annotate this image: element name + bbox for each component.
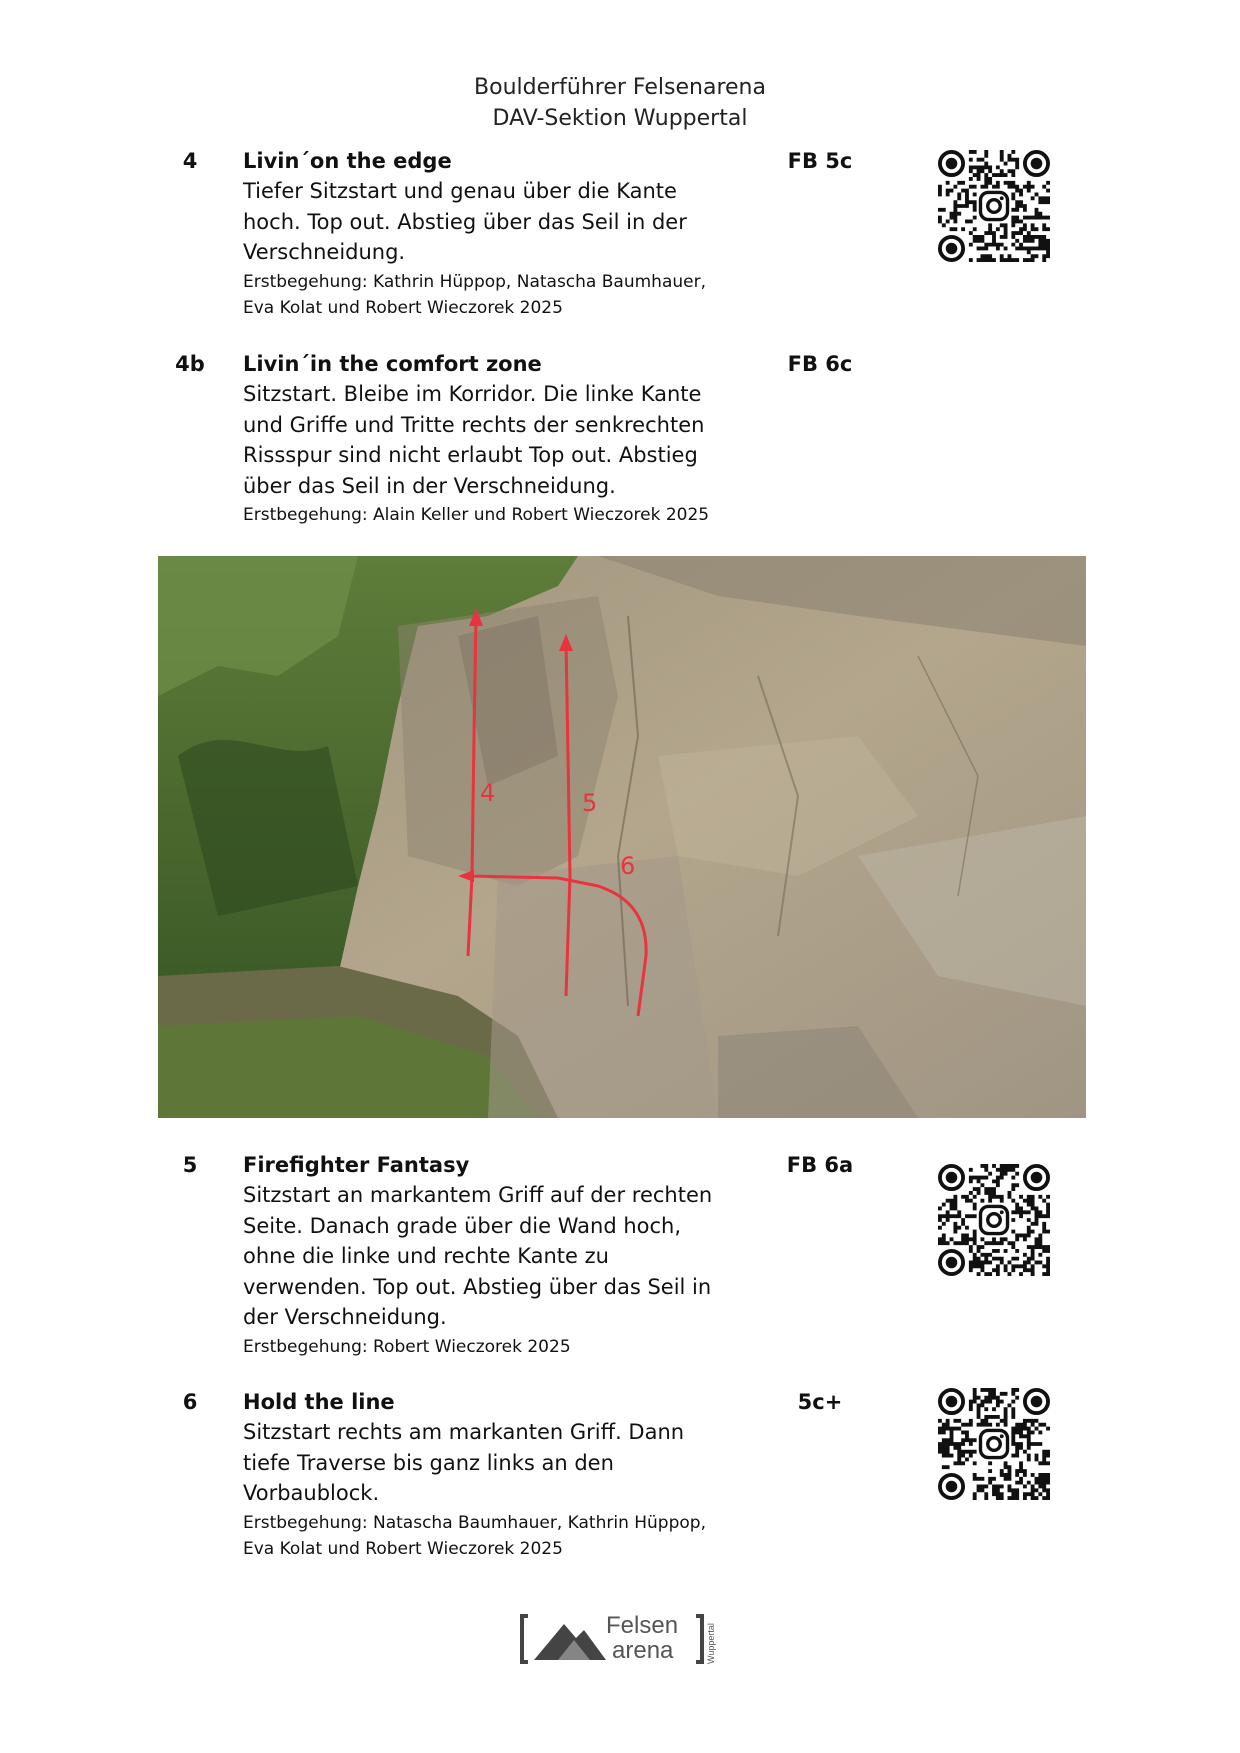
- route-number: 4: [182, 149, 198, 173]
- instagram-qr-code[interactable]: [938, 150, 1050, 262]
- guide-title: Boulderführer Felsenarena: [474, 75, 766, 100]
- logo-word-arena: arena: [612, 1637, 674, 1664]
- route-label-4: 4: [480, 779, 496, 807]
- mountain-icon: [534, 1620, 606, 1660]
- route-grade: 5c+: [797, 1390, 843, 1414]
- instagram-qr-code[interactable]: [938, 1388, 1050, 1500]
- route-grade: FB 5c: [787, 149, 853, 173]
- logo-bracket-left: [520, 1614, 528, 1664]
- route-description: Sitzstart. Bleibe im Korridor. Die linke Kante und Griffe und Tritte rechts der senkrechten Rissspur sind nicht erlaubt Top out. Abstieg über das Seil in der Verschneidung.: [243, 382, 705, 498]
- route-grade: FB 6c: [787, 352, 853, 376]
- route-number: 4b: [175, 352, 205, 376]
- qr-code-graphic: [938, 1388, 1050, 1500]
- instagram-icon: [980, 1206, 1007, 1233]
- route-description: Sitzstart rechts am markanten Griff. Dann tiefe Traverse bis ganz links an den Vorbaublock.: [243, 1420, 685, 1505]
- felsenarena-logo: [520, 1612, 720, 1672]
- route-topo-image: [158, 556, 1086, 1118]
- guide-subtitle: DAV-Sektion Wuppertal: [492, 106, 748, 131]
- logo-side-text: Wuppertal: [706, 1623, 716, 1664]
- route-label-6: 6: [620, 852, 636, 880]
- route-number: 5: [182, 1153, 198, 1177]
- first-ascent: Erstbegehung: Kathrin Hüppop, Natascha Baumhauer, Eva Kolat und Robert Wieczorek 2025: [243, 271, 706, 318]
- instagram-qr-code[interactable]: [938, 1164, 1050, 1276]
- qr-code-graphic: [938, 1164, 1050, 1276]
- route-name: Firefighter Fantasy: [243, 1153, 470, 1177]
- route-name: Livin´on the edge: [243, 149, 452, 173]
- page-header: [0, 72, 1240, 134]
- instagram-icon: [980, 1430, 1007, 1457]
- route-description: Sitzstart an markantem Griff auf der rechten Seite. Danach grade über die Wand hoch, ohne die linke und rechte Kante zu verwenden. Top out. Abstieg über das Seil in der Verschneidung.: [243, 1183, 713, 1329]
- logo-bracket-right: [696, 1614, 704, 1664]
- route-grade: FB 6a: [786, 1153, 854, 1177]
- route-name: Hold the line: [243, 1390, 395, 1414]
- first-ascent: Erstbegehung: Robert Wieczorek 2025: [243, 1336, 571, 1357]
- qr-code-graphic: [938, 150, 1050, 262]
- logo-word-felsen: Felsen: [606, 1612, 679, 1639]
- route-name: Livin´in the comfort zone: [243, 352, 542, 376]
- instagram-icon: [980, 192, 1007, 219]
- route-number: 6: [182, 1390, 198, 1414]
- boulder-wall-photo: [158, 556, 1086, 1118]
- route-description: Tiefer Sitzstart und genau über die Kante hoch. Top out. Abstieg über das Seil in der Verschneidung.: [243, 179, 687, 264]
- first-ascent: Erstbegehung: Natascha Baumhauer, Kathrin Hüppop, Eva Kolat und Robert Wieczorek 2025: [243, 1512, 706, 1559]
- first-ascent: Erstbegehung: Alain Keller und Robert Wieczorek 2025: [243, 505, 710, 525]
- route-label-5: 5: [582, 789, 598, 817]
